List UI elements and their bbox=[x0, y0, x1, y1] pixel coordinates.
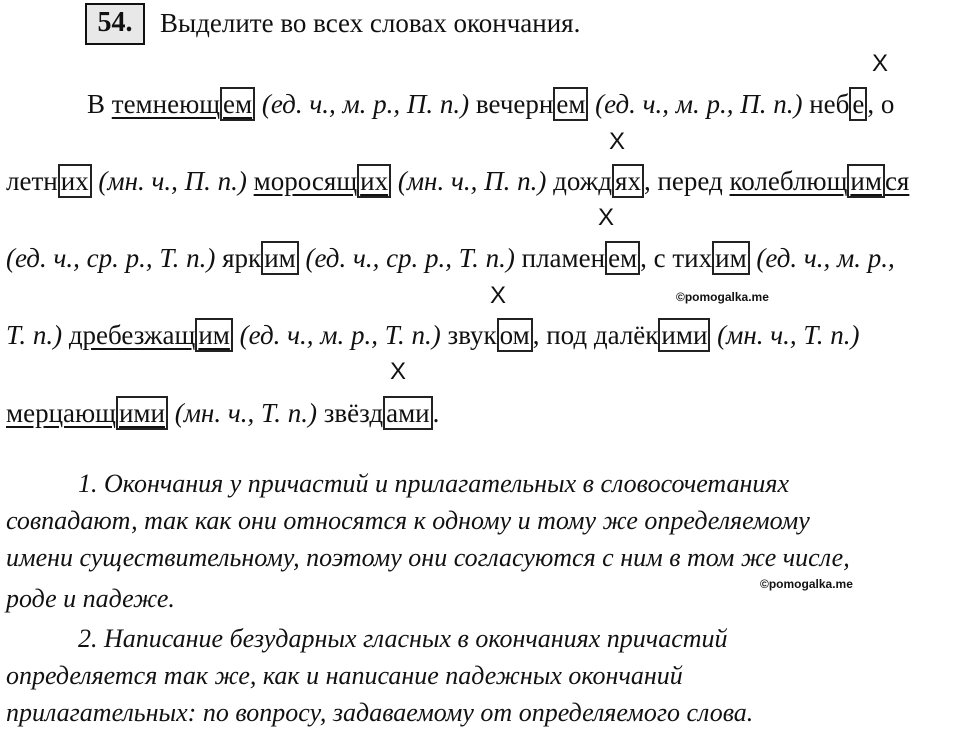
word-stem: дребезжащ bbox=[68, 320, 196, 350]
grammar-note: (ед. ч., м. р., П. п.) bbox=[255, 89, 470, 119]
grammar-note: (ед. ч., м. р., П. п.) bbox=[588, 89, 803, 119]
text: , с тих bbox=[640, 243, 713, 273]
grammar-note: (мн. ч., Т. п.) bbox=[167, 398, 318, 428]
sentence-line-4 bbox=[6, 319, 859, 351]
x-mark: X bbox=[609, 128, 626, 155]
text: дожд bbox=[546, 166, 613, 196]
answer-2-line-3: прилагательных: по вопросу, задаваемому от определяемого слова. bbox=[6, 698, 754, 727]
text: ярк bbox=[215, 243, 262, 273]
word-ending: ими bbox=[116, 396, 168, 430]
answer-1-line-2: совпадают, так как они относятся к одному и тому же определяемому bbox=[6, 506, 810, 535]
sentence-line-1 bbox=[87, 88, 894, 120]
word-ending: ях bbox=[612, 164, 644, 198]
grammar-note: (мн. ч., П. п.) bbox=[91, 166, 254, 196]
grammar-note: (ед. ч., ср. р., Т. п.) bbox=[298, 243, 515, 273]
x-mark: X bbox=[390, 358, 407, 385]
word-ending: ем bbox=[220, 87, 255, 121]
word-ending: ем bbox=[553, 87, 588, 121]
answer-2-line-1: 2. Написание безударных гласных в окончаниях причастий bbox=[78, 624, 728, 653]
grammar-note: (ед. ч., м. р., bbox=[749, 243, 895, 273]
text: , перед bbox=[643, 166, 730, 196]
answer-1-line-1: 1. Окончания у причастий и прилагательных в словосочетаниях bbox=[78, 469, 790, 498]
word-ending: е bbox=[849, 87, 867, 121]
text: звёзд bbox=[317, 398, 384, 428]
sentence-line-2 bbox=[6, 165, 909, 197]
watermark: ©pomogalka.me bbox=[760, 577, 853, 591]
answer-1-line-4: роде и падеже. bbox=[6, 584, 175, 613]
answer-1-line-3: имени существительному, поэтому они согласуются с ним в том же числе, bbox=[6, 543, 850, 572]
word-ending: им bbox=[712, 241, 750, 275]
word-stem: колеблющ bbox=[729, 166, 848, 196]
x-mark: X bbox=[490, 282, 507, 309]
word-ending: их bbox=[58, 164, 92, 198]
text: вечерн bbox=[469, 89, 554, 119]
text: В bbox=[87, 89, 112, 119]
word-stem: темнеющ bbox=[111, 89, 221, 119]
text: неб bbox=[802, 89, 850, 119]
grammar-note: (мн. ч., П. п.) bbox=[391, 166, 547, 196]
word-ending: им bbox=[847, 164, 885, 198]
x-mark: X bbox=[598, 204, 615, 231]
word-ending: ими bbox=[658, 318, 710, 352]
word-stem: моросящ bbox=[253, 166, 358, 196]
answer-2-line-2: определяется так же, как и написание падежных окончаний bbox=[6, 661, 683, 690]
watermark: ©pomogalka.me bbox=[676, 290, 769, 304]
word-stem: мерцающ bbox=[6, 398, 116, 428]
text: пламен bbox=[514, 243, 606, 273]
exercise-number: 54. bbox=[85, 3, 145, 45]
sentence-line-3 bbox=[6, 242, 895, 274]
text: , под далёк bbox=[532, 320, 659, 350]
grammar-note: (мн. ч., Т. п.) bbox=[710, 320, 860, 350]
task-text: Выделите во всех словах окончания. bbox=[160, 8, 581, 38]
text: , о bbox=[867, 89, 895, 119]
x-mark: X bbox=[872, 50, 889, 77]
text: звук bbox=[440, 320, 497, 350]
grammar-note: (ед. ч., ср. р., Т. п.) bbox=[6, 243, 216, 273]
word-ending: ем bbox=[605, 241, 640, 275]
grammar-note: Т. п.) bbox=[6, 320, 69, 350]
grammar-note: (ед. ч., м. р., Т. п.) bbox=[232, 320, 441, 350]
word-ending: им bbox=[261, 241, 299, 275]
sentence-line-5 bbox=[6, 397, 439, 429]
word-ending: ами bbox=[383, 396, 433, 430]
word-ending: ом bbox=[497, 318, 533, 352]
text: летн bbox=[6, 166, 58, 196]
word-ending: им bbox=[195, 318, 233, 352]
word-ending: их bbox=[357, 164, 391, 198]
word-suffix: ся bbox=[884, 166, 910, 196]
text: . bbox=[432, 398, 440, 428]
